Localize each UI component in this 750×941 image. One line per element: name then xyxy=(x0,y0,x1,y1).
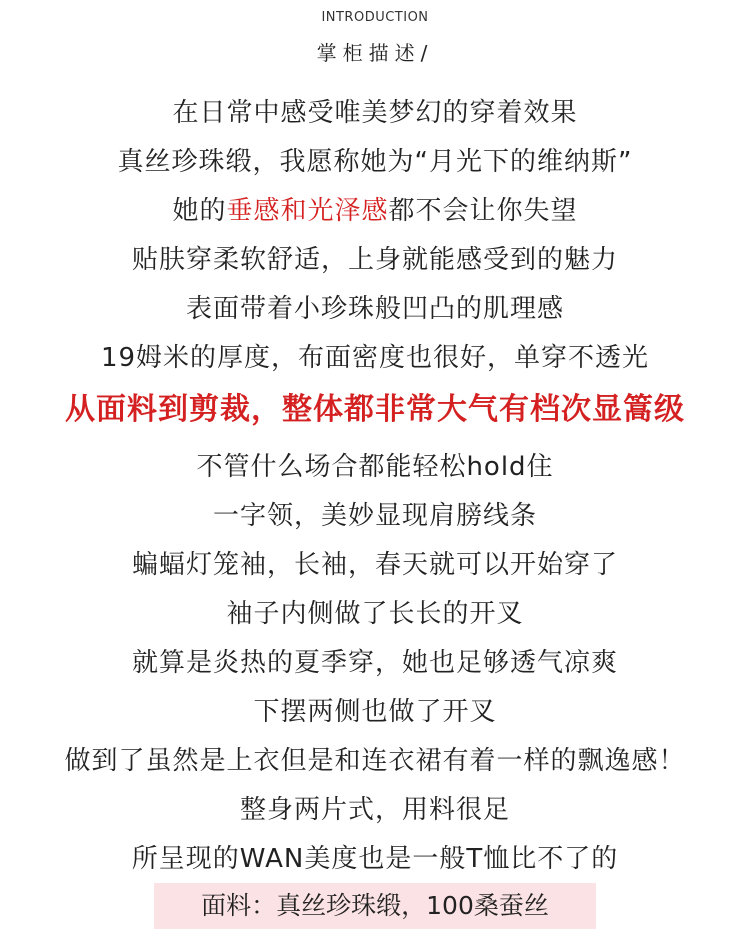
description-line-7-emphasis: 从面料到剪裁，整体都非常大气有档次显篙级 xyxy=(65,392,685,427)
description-line-9: 一字领，美妙显现肩膀线条 xyxy=(212,501,537,531)
section-title-cn: 掌柜描述/ xyxy=(316,41,434,65)
line-3-suffix: 都不会让你失望 xyxy=(388,196,578,226)
description-line-13: 下摆两侧也做了开叉 xyxy=(253,697,497,727)
line-3-highlight: 垂感和光泽感 xyxy=(226,196,389,226)
description-line-2: 真丝珍珠缎，我愿称她为“月光下的维纳斯” xyxy=(117,147,633,177)
description-line-11: 袖子内侧做了长长的开叉 xyxy=(226,599,524,629)
section-title-en: INTRODUCTION xyxy=(321,10,429,25)
description-line-3 xyxy=(0,194,750,228)
line-3-prefix: 她的 xyxy=(172,196,227,226)
fabric-label: 面料：真丝珍珠缎，100桑蚕丝 xyxy=(201,891,549,920)
description-line-8: 不管什么场合都能轻松hold住 xyxy=(196,452,554,482)
description-line-1: 在日常中感受唯美梦幻的穿着效果 xyxy=(172,98,578,128)
description-line-15: 整身两片式，用料很足 xyxy=(239,795,510,825)
description-line-6: 19姆米的厚度，布面密度也很好，单穿不透光 xyxy=(100,343,650,373)
description-line-5: 表面带着小珍珠般凹凸的肌理感 xyxy=(185,294,564,324)
description-line-4: 贴肤穿柔软舒适，上身就能感受到的魅力 xyxy=(131,245,618,275)
description-line-12: 就算是炎热的夏季穿，她也足够透气凉爽 xyxy=(131,648,618,678)
description-line-14: 做到了虽然是上衣但是和连衣裙有着一样的飘逸感！ xyxy=(64,746,686,776)
description-line-16: 所呈现的WAN美度也是一般T恤比不了的 xyxy=(131,844,619,874)
description-line-10: 蝙蝠灯笼袖，长袖，春天就可以开始穿了 xyxy=(131,550,618,580)
